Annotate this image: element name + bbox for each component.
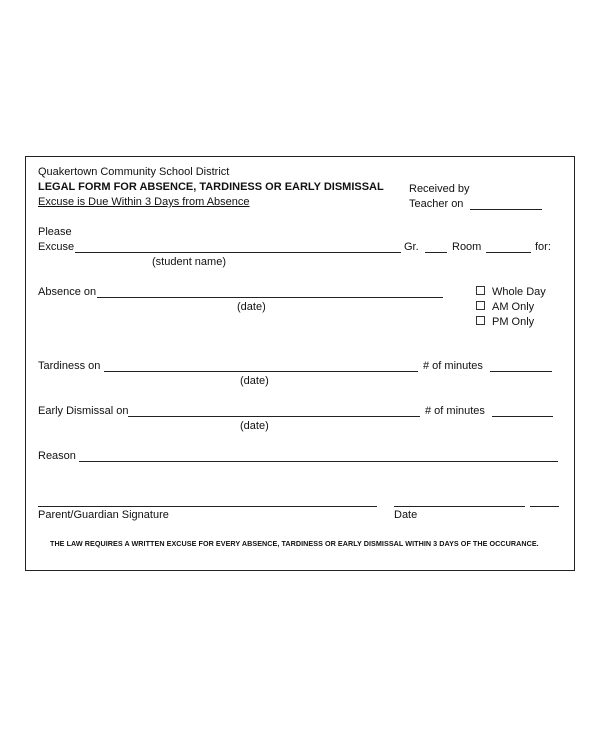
signature-date-extra-field[interactable] (530, 506, 559, 507)
teacher-on-label: Teacher on (409, 198, 464, 210)
tardiness-minutes-field[interactable] (490, 371, 552, 372)
dismissal-label: Early Dismissal on (38, 405, 129, 417)
tardiness-label: Tardiness on (38, 360, 101, 372)
absence-label: Absence on (38, 286, 97, 298)
dismissal-date-field[interactable] (128, 416, 420, 417)
tardiness-date-hint: (date) (240, 375, 269, 387)
tardiness-date-field[interactable] (104, 371, 418, 372)
am-only-checkbox[interactable] (476, 301, 485, 310)
district-name: Quakertown Community School District (38, 166, 230, 178)
pm-only-checkbox[interactable] (476, 316, 485, 325)
reason-label: Reason (38, 450, 76, 462)
signature-date-field[interactable] (394, 506, 525, 507)
received-by-label: Received by (409, 183, 470, 195)
absence-excuse-form (25, 156, 575, 571)
whole-day-checkbox[interactable] (476, 286, 485, 295)
teacher-date-field[interactable] (470, 209, 542, 210)
form-title: LEGAL FORM FOR ABSENCE, TARDINESS OR EARLY DISMISSAL (38, 181, 384, 193)
tardiness-minutes-label: # of minutes (423, 360, 483, 372)
reason-field[interactable] (79, 461, 558, 462)
student-name-field[interactable] (75, 252, 401, 253)
whole-day-option[interactable]: Whole Day (476, 286, 546, 299)
absence-date-hint: (date) (237, 301, 266, 313)
absence-date-field[interactable] (97, 297, 443, 298)
grade-field[interactable] (425, 252, 447, 253)
please-label: Please (38, 226, 72, 238)
student-name-hint: (student name) (152, 256, 226, 268)
room-field[interactable] (486, 252, 531, 253)
excuse-label: Excuse (38, 241, 75, 253)
dismissal-date-hint: (date) (240, 420, 269, 432)
am-only-option[interactable]: AM Only (476, 301, 534, 314)
dismissal-minutes-label: # of minutes (425, 405, 485, 417)
parent-signature-field[interactable] (38, 506, 377, 507)
law-notice: THE LAW REQUIRES A WRITTEN EXCUSE FOR EVERY ABSENCE, TARDINESS OR EARLY DISMISSAL WITHIN 3 DAYS OF THE OCCURANCE. (50, 539, 539, 548)
signature-date-label: Date (394, 509, 418, 521)
pm-only-option[interactable]: PM Only (476, 316, 534, 329)
parent-signature-label: Parent/Guardian Signature (38, 509, 169, 521)
room-label: Room (452, 241, 482, 253)
dismissal-minutes-field[interactable] (492, 416, 553, 417)
due-notice: Excuse is Due Within 3 Days from Absence (38, 196, 250, 208)
for-label: for: (535, 241, 551, 253)
grade-label: Gr. (404, 241, 419, 253)
